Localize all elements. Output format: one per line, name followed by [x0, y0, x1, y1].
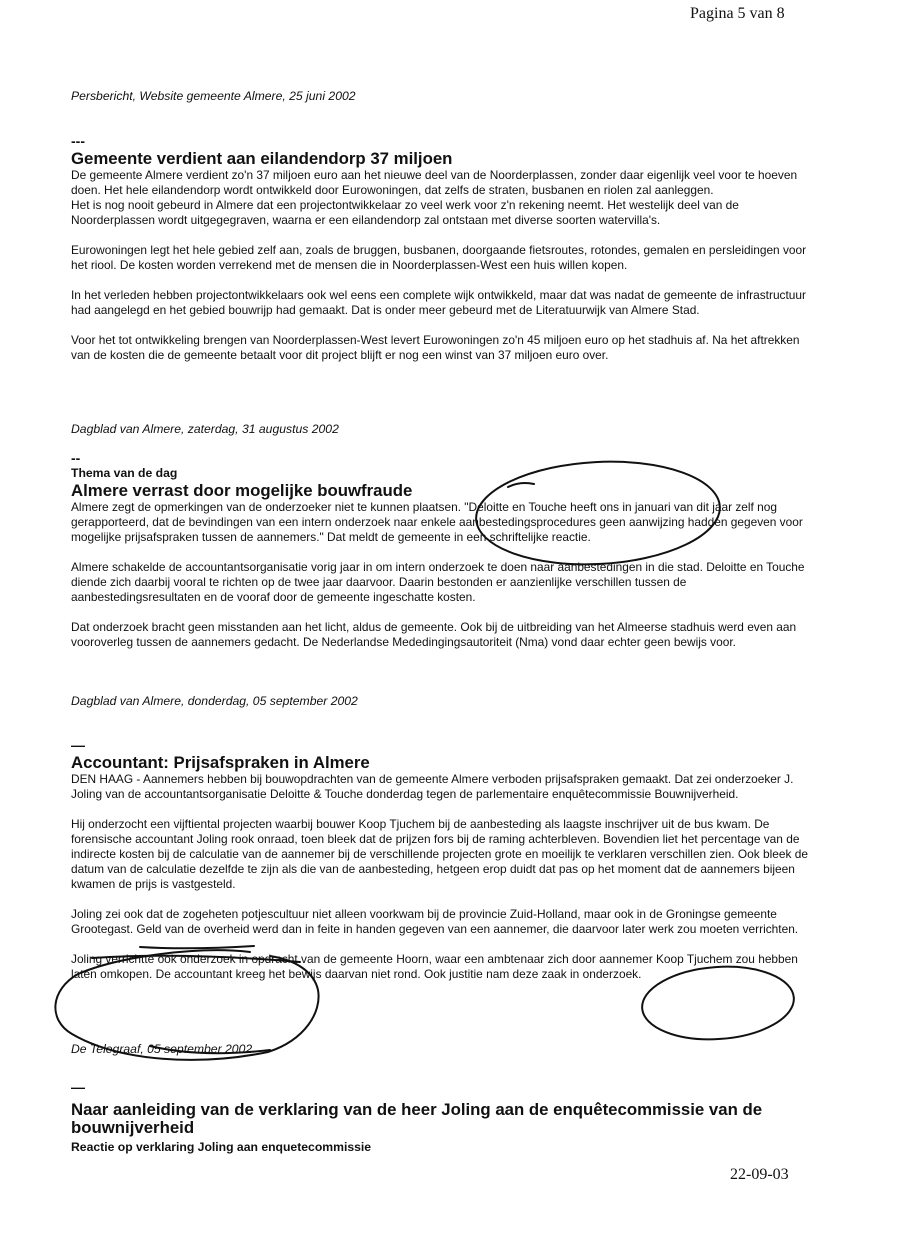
- article3-closing-source: De Telegraaf, 05 september 2002: [71, 1042, 253, 1056]
- article2-source: Dagblad van Almere, zaterdag, 31 augustus 2002: [71, 422, 339, 436]
- article3-dash: —: [71, 737, 85, 753]
- article1-paragraph: Eurowoningen legt het hele gebied zelf aan, zoals de bruggen, busbanen, doorgaande fietsroutes, rotondes, gemalen en persleidingen voor het riool. De kosten worden verrekend met de mensen die in Noorderplassen-West een huis willen kopen.: [71, 243, 807, 272]
- article2-paragraph: Dat onderzoek bracht geen misstanden aan het licht, aldus de gemeente. Ook bij de uitbreiding van het Almeerse stadhuis werd even aan vooroverleg tussen de aannemers gedacht. De Nederlandse Mededingingsautoriteit (Nma) vond daar echter geen bewijs voor.: [71, 620, 797, 649]
- article3-paragraph: Hij onderzocht een vijftiental projecten waarbij bouwer Koop Tjuchem bij de aanbesteding als laagste inschrijver uit de bus kwam. De forensische accountant Joling rook onraad, toen bleek dat de prijzen fors bij de raming achterbleven. Bovendien liet het percentage van de indirecte kosten bij de calculatie van de aannemer bij de verschillende projecten grote en moeilijk te verklaren verschillen zien. Ook bleek de datum van de calculatie dezelfde te zijn als die van de aanbesteding, hetgeen erop duidt dat pas op het moment dat de aannemers bijeen kwamen de prijs is vastgesteld.: [71, 817, 808, 891]
- article3-body: [71, 772, 811, 982]
- article1-paragraph: De gemeente Almere verdient zo'n 37 miljoen euro aan het nieuwe deel van de Noorderplassen, zonder daar eigenlijk veel voor te hoeven doen. Het hele eilandendorp wordt ontwikkeld door Eurowoningen, dat zelfs de straten, busbanen en riolen zal aanleggen.: [71, 168, 798, 197]
- article4-kicker: Reactie op verklaring Joling aan enquetecommissie: [71, 1140, 372, 1154]
- article3-source: Dagblad van Almere, donderdag, 05 september 2002: [71, 694, 358, 708]
- article1-paragraph: Voor het tot ontwikkeling brengen van Noorderplassen-West levert Eurowoningen zo'n 45 miljoen euro op het stadhuis af. Na het aftrekken van de kosten die de gemeente betaalt voor dit project blijft er nog een winst van 37 miljoen euro over.: [71, 333, 800, 362]
- article3-paragraph: DEN HAAG - Aannemers hebben bij bouwopdrachten van de gemeente Almere verboden prijsafspraken gemaakt. Dat zei onderzoeker J. Joling van de accountantsorganisatie Deloitte & Touche donderdag tegen de parlementaire enquêtecommissie Bouwnijverheid.: [71, 772, 794, 801]
- article1-dash: ---: [71, 133, 85, 149]
- article3-paragraph: Joling zei ook dat de zogeheten potjescultuur niet alleen voorkwam bij de provincie Zuid-Holland, maar ook in de Groningse gemeente Grootegast. Geld van de overheid werd dan in feite in handen gegeven van een aannemer, die daarvoor later werk zou moeten verrichten.: [71, 907, 799, 936]
- article4-headline: Naar aanleiding van de verklaring van de heer Joling aan de enquêtecommissie van de bouwnijverheid: [71, 1100, 763, 1137]
- page-number: Pagina 5 van 8: [690, 5, 785, 22]
- article1-body: [71, 168, 811, 363]
- article1-paragraph: In het verleden hebben projectontwikkelaars ook wel eens een complete wijk ontwikkeld, maar dat was nadat de gemeente de infrastructuur had aangelegd en het gebied bouwrijp had gemaakt. Dat is onder meer gebeurd met de Literatuurwijk van Almere Stad.: [71, 288, 806, 317]
- article1-paragraph: Het is nog nooit gebeurd in Almere dat een projectontwikkelaar zo veel werk voor z'n rekening neemt. Het westelijk deel van de Noorderplassen wordt uitgegegraven, waarna er een eilandendorp zal ontstaan met diverse soorten watervilla's.: [71, 198, 739, 227]
- date-stamp: 22-09-03: [730, 1166, 789, 1183]
- article1-headline: Gemeente verdient aan eilandendorp 37 miljoen: [71, 149, 453, 168]
- article2-headline: Almere verrast door mogelijke bouwfraude: [71, 481, 413, 500]
- article2-body: [71, 500, 811, 650]
- article2-kicker: Thema van de dag: [71, 466, 178, 480]
- article2-paragraph: Almere schakelde de accountantsorganisatie vorig jaar in om intern onderzoek te doen naar aanbestedingen in die stad. Deloitte en Touche diende zich daarbij vooral te richten op de twee jaar daarvoor. Daarin bestonden er aanzienlijke verschillen tussen de aanbestedingsresultaten en de vooraf door de gemeente ingeschatte kosten.: [71, 560, 805, 604]
- article3-paragraph: Joling verrichtte ook onderzoek in opdracht van de gemeente Hoorn, waar een ambtenaar zich door aannemer Koop Tjuchem zou hebben laten omkopen. De accountant kreeg het bewijs daarvan niet rond. Ook justitie nam deze zaak in onderzoek.: [71, 952, 798, 981]
- article4-dash: —: [71, 1079, 85, 1095]
- article3-headline: Accountant: Prijsafspraken in Almere: [71, 753, 370, 772]
- article2-dash: --: [71, 450, 81, 466]
- article2-paragraph: Almere zegt de opmerkingen van de onderzoeker niet te kunnen plaatsen. "Deloitte en Touche heeft ons in januari van dit jaar zelf nog gerapporteerd, dat de bevindingen van een intern onderzoek naar enkele aanbestedingsprocedures geen aanwijzing hadden gegeven voor mogelijke prijsafspraken tussen de aannemers." Dat meldt de gemeente in een schriftelijke reactie.: [71, 500, 803, 544]
- article1-source: Persbericht, Website gemeente Almere, 25 juni 2002: [71, 89, 356, 103]
